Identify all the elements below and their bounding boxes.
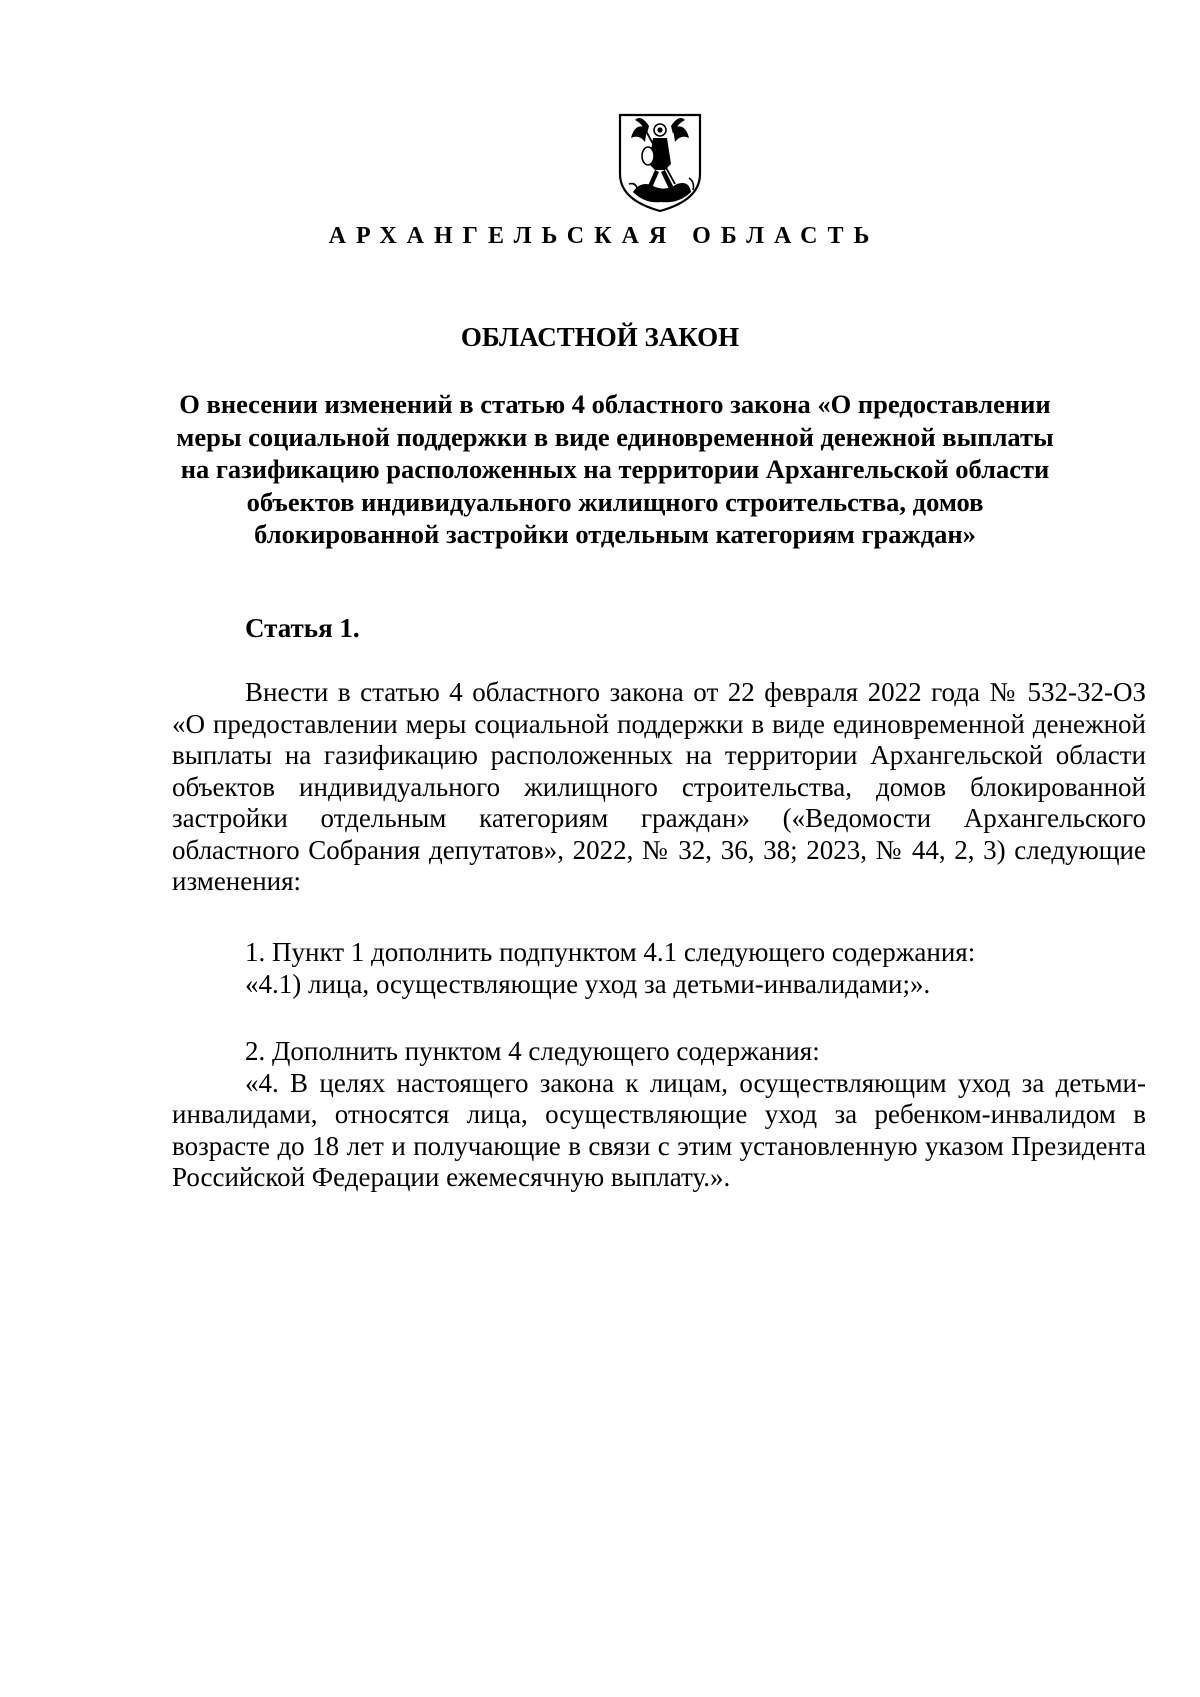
amendment-item-2-instruction: 2. Дополнить пунктом 4 следующего содержания:: [245, 1036, 820, 1066]
article-heading: Статья 1.: [245, 613, 360, 643]
amendment-item-1-text: «4.1) лица, осуществляющие уход за детьми-инвалидами;».: [245, 968, 931, 999]
law-title: О внесении изменений в статью 4 областного закона «О предоставлении меры социальной поддержки в виде единовременной денежной выплаты на газификацию расположенных на территории Архангельской области объектов индивидуального жилищного строительства, домов блокированной застройки отдельным категориям граждан»: [176, 389, 1054, 549]
amendment-item-2-text: «4. В целях настоящего закона к лицам, осуществляющим уход за детьми-инвалидами, относятся лица, осуществляющие уход за ребенком-инвалидом в возрасте до 18 лет и получающие в связи с этим установленную указом Президента Российской Федерации ежемесячную выплату.».: [172, 1067, 1146, 1192]
article-intro-paragraph: Внести в статью 4 областного закона от 22 февраля 2022 года № 532-32-ОЗ «О предоставлении меры социальной поддержки в виде единовременной денежной выплаты на газификацию расположенных на территории Архангельской области объектов индивидуального жилищного строительства, домов блокированной застройки отдельным категориям граждан» («Ведомости Архангельского областного Собрания депутатов», 2022, № 32, 36, 38; 2023, № 44, 2, 3) следующие изменения:: [172, 677, 1146, 896]
amendment-item-1: [172, 937, 1146, 1000]
amendment-item-2: [172, 1036, 1146, 1194]
document-type: ОБЛАСТНОЙ ЗАКОН: [460, 322, 740, 352]
coat-of-arms-icon: [617, 112, 703, 214]
amendment-item-1-instruction: 1. Пункт 1 дополнить подпунктом 4.1 следующего содержания:: [245, 937, 976, 967]
region-name: АРХАНГЕЛЬСКАЯ ОБЛАСТЬ: [328, 223, 880, 249]
